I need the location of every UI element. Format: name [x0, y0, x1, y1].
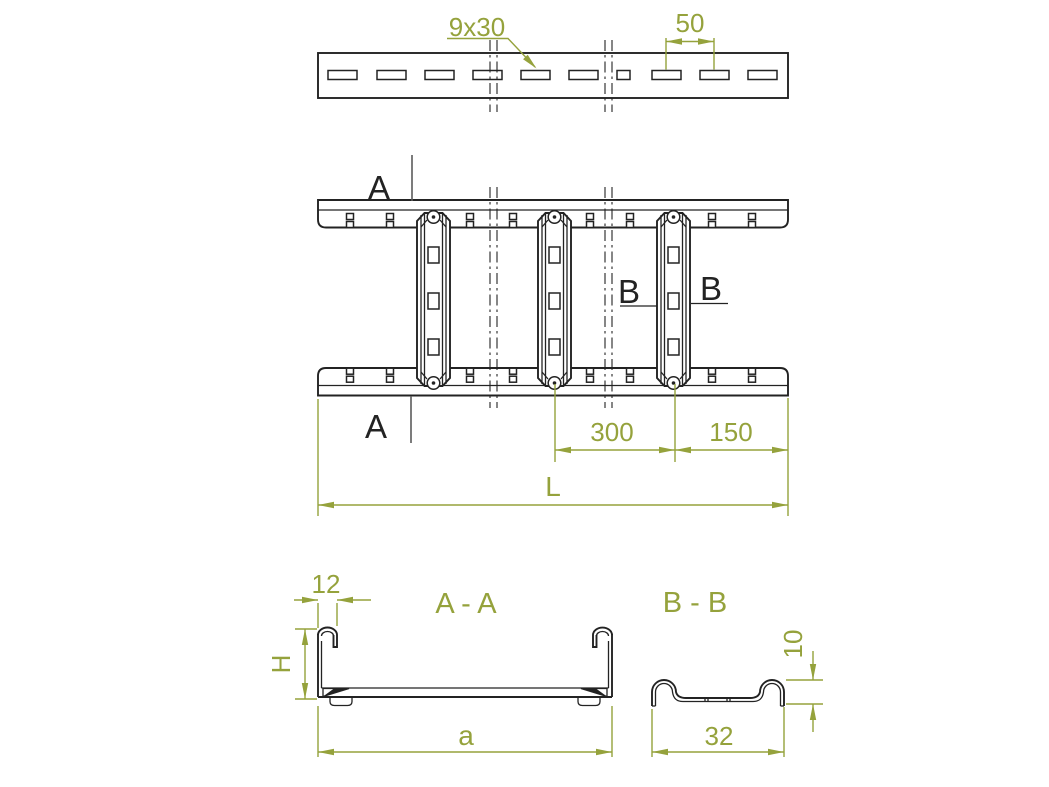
- rung-1: [417, 211, 450, 390]
- rung-width-value: 32: [704, 721, 734, 751]
- right-foot: [578, 697, 600, 706]
- slot-pitch-dimension: [666, 8, 714, 70]
- overall-length-value: L: [545, 471, 561, 502]
- slot-size-label: 9x30: [448, 12, 506, 42]
- end-offset-value: 150: [709, 417, 753, 447]
- leader-arrow: [523, 55, 539, 71]
- rung-height-value: 10: [778, 629, 808, 659]
- section-a-marker-top: A: [367, 169, 391, 206]
- rung-3: [657, 211, 690, 390]
- section-b-marker-left: B: [617, 273, 641, 310]
- side-height-dimension: [266, 629, 317, 699]
- side-height-value: H: [266, 654, 296, 674]
- section-a-marker-bottom: A: [364, 408, 388, 445]
- ladder-plan-view: [318, 155, 788, 516]
- section-b-marker-right: B: [699, 270, 723, 307]
- overall-length-dimension: [318, 471, 788, 508]
- section-plane-a: [365, 155, 412, 445]
- rung-spacing-value: 300: [590, 417, 634, 447]
- section-bb-title: B - B: [662, 587, 728, 619]
- left-foot: [330, 697, 352, 706]
- rung-height-dimension: [778, 630, 823, 732]
- slot-pitch-value: 50: [675, 8, 705, 38]
- hook-width-value: 12: [311, 569, 341, 599]
- section-bb-view: [652, 587, 823, 757]
- section-aa-view: [266, 569, 612, 757]
- section-aa-title: A - A: [435, 588, 497, 620]
- rail-side-view: [318, 8, 788, 112]
- tray-width-value: a: [458, 720, 474, 751]
- rung-width-dimension: [652, 707, 784, 757]
- section-bb-profile: [652, 680, 784, 706]
- section-aa-profile: [318, 628, 612, 706]
- rung-2: [538, 211, 571, 390]
- tray-width-dimension: [318, 706, 612, 757]
- slot-size-callout: [447, 12, 539, 71]
- hook-width-dimension: [294, 569, 371, 628]
- rail-slots: [328, 71, 777, 80]
